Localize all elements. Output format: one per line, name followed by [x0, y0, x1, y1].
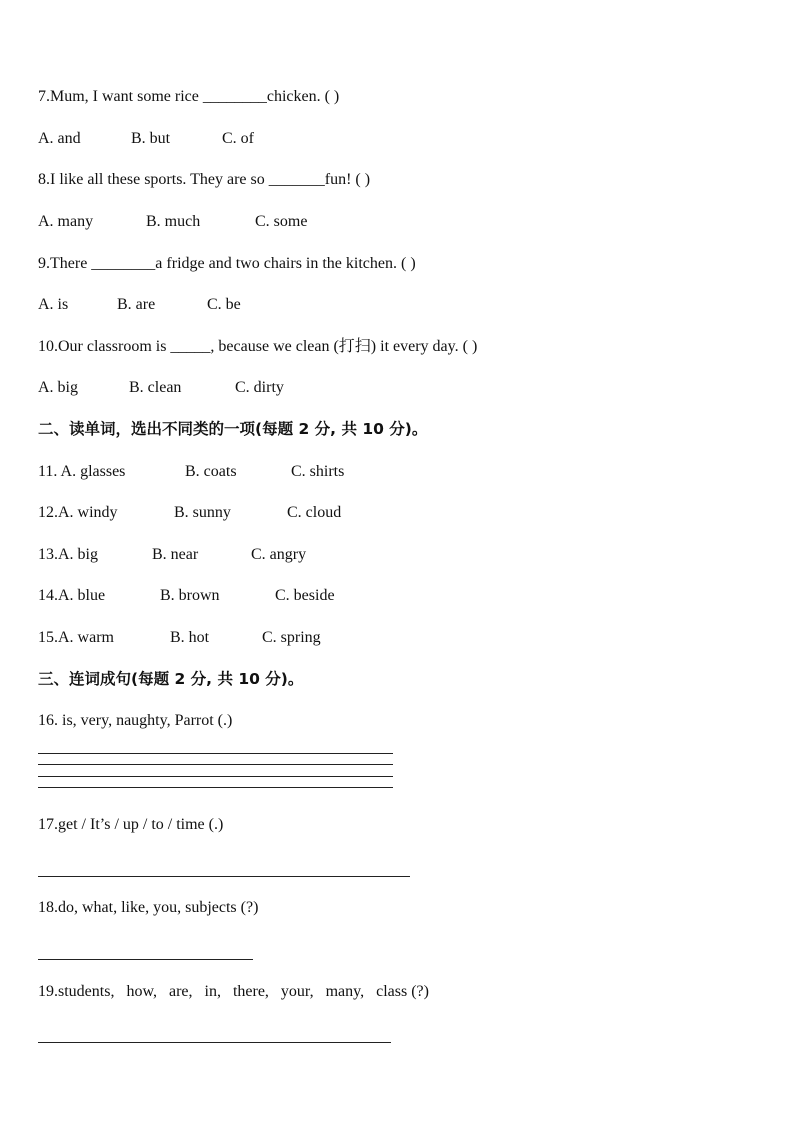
option-b[interactable]: B. brown: [160, 587, 220, 604]
option-c[interactable]: C. be: [207, 296, 241, 313]
section-3-heading: 三、连词成句(每题 2 分, 共 10 分)。: [38, 670, 304, 688]
option-c[interactable]: C. angry: [251, 546, 307, 563]
question-14-options: [38, 586, 335, 606]
option-c[interactable]: C. cloud: [287, 504, 342, 521]
option-c[interactable]: C. shirts: [291, 463, 345, 480]
option-a[interactable]: A. many: [38, 213, 94, 230]
question-7-stem: 7.Mum, I want some rice ________chicken. ( ): [38, 88, 340, 105]
question-9-options: [38, 295, 241, 315]
option-b[interactable]: B. near: [152, 546, 199, 563]
option-a[interactable]: 12.A. windy: [38, 504, 118, 521]
question-10-options: [38, 378, 284, 398]
question-8-options: [38, 212, 307, 232]
option-c[interactable]: C. some: [255, 213, 308, 230]
option-b[interactable]: B. much: [146, 213, 201, 230]
answer-line[interactable]: [38, 959, 253, 960]
option-b[interactable]: B. coats: [185, 463, 237, 480]
option-b[interactable]: B. are: [117, 296, 156, 313]
section-2-heading: 二、读单词，选出不同类的一项(每题 2 分, 共 10 分)。: [38, 420, 428, 438]
question-15-options: [38, 628, 321, 648]
question-19-prompt: 19.students, how, are, in, there, your, many, class (?): [38, 983, 429, 1000]
answer-line[interactable]: [38, 764, 393, 765]
option-c[interactable]: C. beside: [275, 587, 335, 604]
answer-line[interactable]: [38, 1042, 391, 1043]
option-a[interactable]: 14.A. blue: [38, 587, 106, 604]
answer-line[interactable]: [38, 776, 393, 777]
answer-line[interactable]: [38, 787, 393, 788]
option-b[interactable]: B. hot: [170, 629, 210, 646]
option-c[interactable]: C. dirty: [235, 379, 284, 396]
option-a[interactable]: A. is: [38, 296, 69, 313]
option-b[interactable]: B. clean: [129, 379, 182, 396]
answer-line[interactable]: [38, 753, 393, 754]
option-c[interactable]: C. spring: [262, 629, 321, 646]
question-17-prompt: 17.get / It’s / up / to / time (.): [38, 816, 224, 833]
question-16-prompt: 16. is, very, naughty, Parrot (.): [38, 712, 233, 729]
question-10-stem: 10.Our classroom is _____, because we clean (打扫) it every day. ( ): [38, 338, 478, 355]
question-9-stem: 9.There ________a fridge and two chairs in the kitchen. ( ): [38, 255, 416, 272]
question-13-options: [38, 545, 306, 565]
option-b[interactable]: B. but: [131, 130, 171, 147]
answer-line[interactable]: [38, 876, 410, 877]
option-c[interactable]: C. of: [222, 130, 254, 147]
option-a[interactable]: 15.A. warm: [38, 629, 114, 646]
option-a[interactable]: A. and: [38, 130, 81, 147]
option-b[interactable]: B. sunny: [174, 504, 231, 521]
option-a[interactable]: A. big: [38, 379, 78, 396]
question-18-prompt: 18.do, what, like, you, subjects (?): [38, 899, 259, 916]
question-8-stem: 8.I like all these sports. They are so _______fun! ( ): [38, 171, 371, 188]
question-12-options: [38, 503, 341, 523]
option-a[interactable]: 11. A. glasses: [38, 463, 126, 480]
question-11-options: [38, 462, 344, 482]
option-a[interactable]: 13.A. big: [38, 546, 98, 563]
question-7-options: [38, 129, 254, 149]
